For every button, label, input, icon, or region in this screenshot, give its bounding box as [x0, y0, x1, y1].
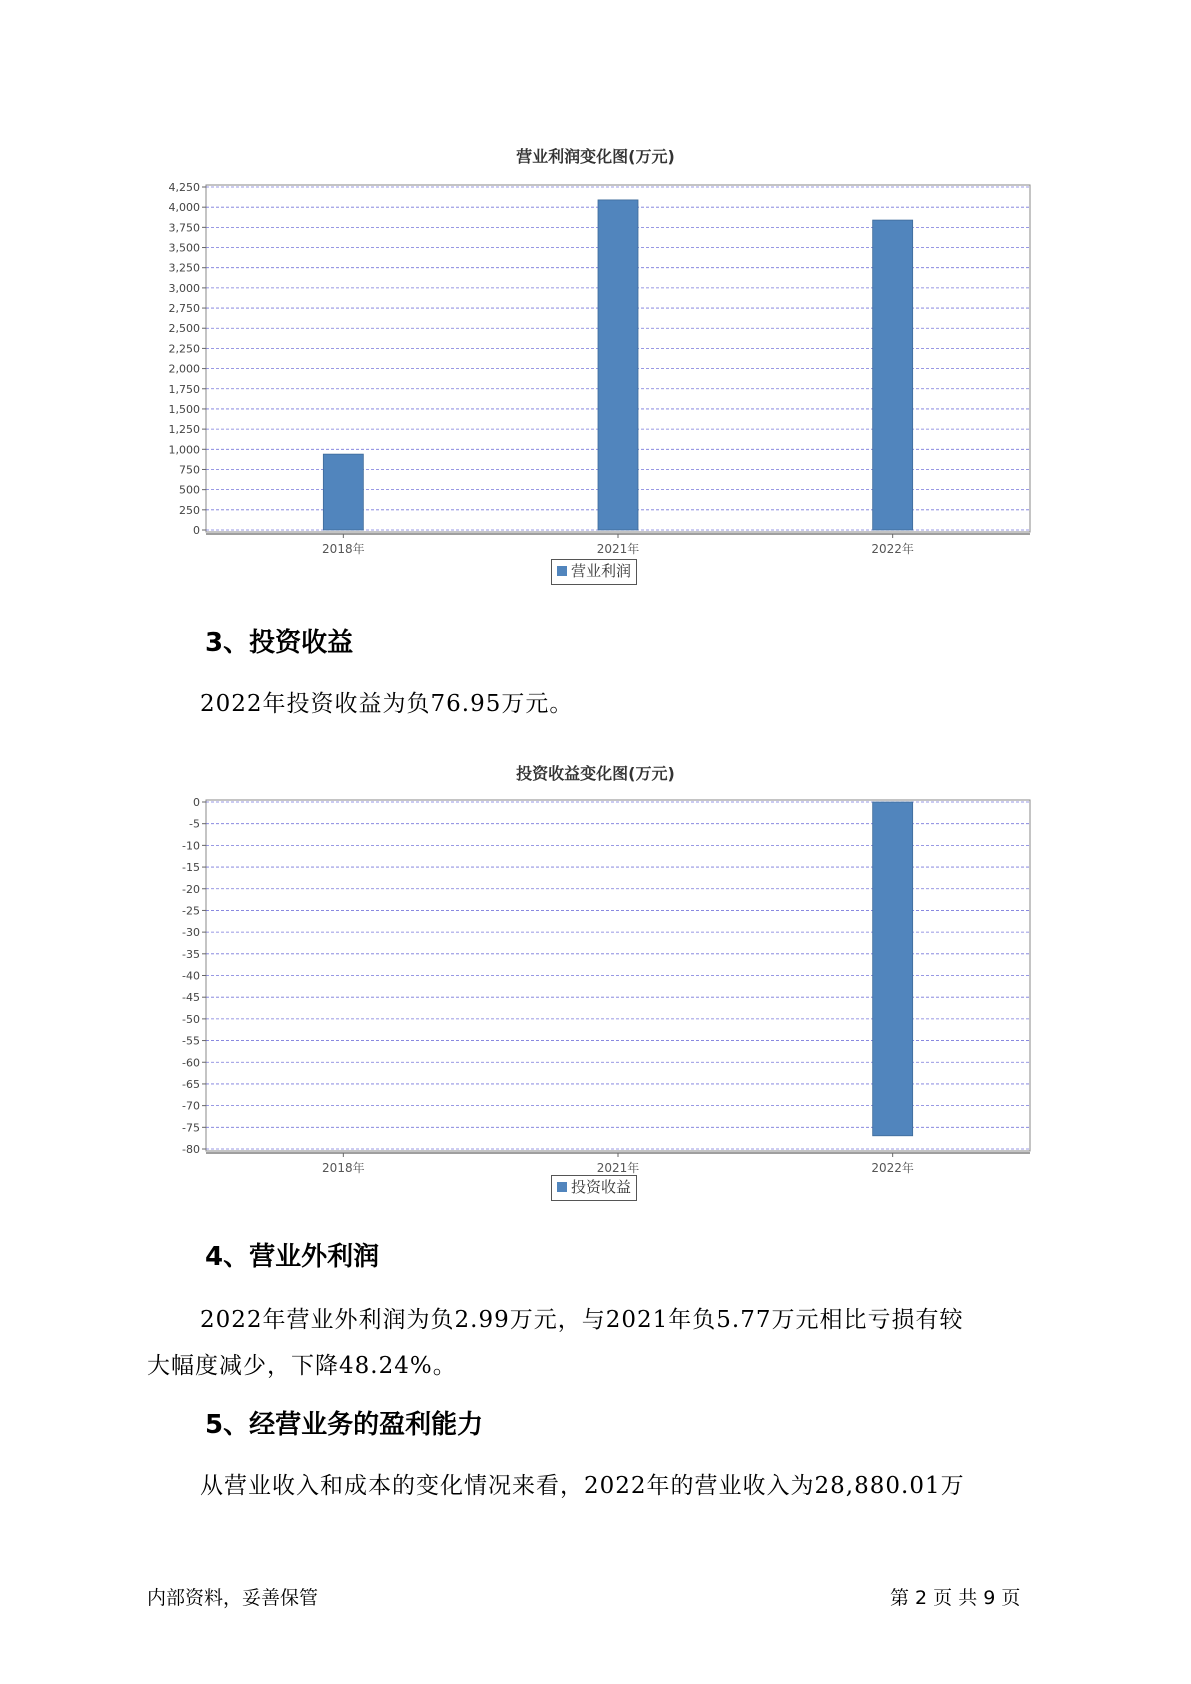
y-tick-label: 1,750	[168, 382, 200, 396]
investment-income-chart	[150, 785, 1030, 1175]
y-tick-label: -40	[182, 969, 200, 983]
bar-2022年	[873, 802, 913, 1136]
bar-2022年	[873, 220, 913, 530]
x-tick-label: 2018年	[322, 542, 365, 556]
y-tick-label: -55	[182, 1034, 200, 1048]
legend-investment-income	[551, 1175, 637, 1201]
y-tick-label: 1,250	[168, 423, 200, 437]
y-tick-label: 2,500	[168, 322, 200, 336]
y-tick-label: 500	[179, 483, 200, 497]
bar-2018年	[323, 454, 363, 530]
y-tick-label: 2,250	[168, 342, 200, 356]
y-tick-label: -35	[182, 947, 200, 961]
y-tick-label: -70	[182, 1099, 200, 1113]
y-tick-label: -5	[189, 817, 200, 831]
y-tick-label: 250	[179, 503, 200, 517]
investment-income-text: 2022年投资收益为负76.95万元。	[200, 691, 574, 717]
y-tick-label: 3,750	[168, 221, 200, 235]
y-tick-label: 2,750	[168, 302, 200, 316]
y-tick-label: -25	[182, 904, 200, 918]
legend-swatch	[557, 1182, 567, 1192]
non-operating-text-line1: 2022年营业外利润为负2.99万元，与2021年负5.77万元相比亏损有较	[200, 1307, 964, 1333]
y-tick-label: 2,000	[168, 362, 200, 376]
y-tick-label: 1,500	[168, 402, 200, 416]
footer-left: 内部资料，妥善保管	[147, 1587, 319, 1609]
y-tick-label: -30	[182, 926, 200, 940]
y-tick-label: 0	[193, 796, 200, 809]
page-number: 第 2 页 共 9 页	[890, 1587, 1021, 1609]
y-tick-label: -50	[182, 1012, 200, 1026]
heading-investment-income: 3、投资收益	[205, 628, 354, 658]
legend-label: 营业利润	[571, 562, 632, 580]
y-tick-label: -65	[182, 1077, 200, 1091]
y-tick-label: -75	[182, 1121, 200, 1135]
chart-title-operating-profit: 营业利润变化图(万元)	[516, 147, 675, 166]
y-tick-label: -20	[182, 882, 200, 896]
x-tick-label: 2021年	[596, 542, 640, 556]
y-tick-label: 1,000	[168, 443, 200, 457]
x-tick-label: 2021年	[596, 1161, 640, 1175]
y-tick-label: -15	[182, 861, 200, 875]
x-tick-label: 2022年	[871, 1161, 914, 1175]
y-tick-label: -45	[182, 991, 200, 1005]
operating-profit-chart	[150, 170, 1030, 556]
heading-non-operating-profit: 4、营业外利润	[205, 1242, 380, 1272]
legend-operating-profit	[551, 559, 637, 585]
bar-2021年	[598, 200, 638, 530]
y-tick-label: 4,250	[168, 181, 200, 194]
y-tick-label: 4,000	[168, 201, 200, 215]
y-tick-label: 3,500	[168, 241, 200, 255]
y-tick-label: 750	[179, 463, 200, 477]
legend-swatch	[557, 566, 567, 576]
non-operating-text-line2: 大幅度减少，下降48.24%。	[147, 1353, 457, 1379]
x-tick-label: 2022年	[871, 542, 914, 556]
x-tick-label: 2018年	[322, 1161, 365, 1175]
y-tick-label: 0	[193, 524, 200, 537]
y-tick-label: -60	[182, 1056, 200, 1070]
chart-title-investment-income: 投资收益变化图(万元)	[516, 764, 675, 783]
y-tick-label: 3,250	[168, 261, 200, 275]
profitability-text: 从营业收入和成本的变化情况来看，2022年的营业收入为28,880.01万	[200, 1473, 965, 1499]
heading-profitability: 5、经营业务的盈利能力	[205, 1410, 484, 1440]
y-tick-label: -10	[182, 839, 200, 853]
legend-label: 投资收益	[571, 1178, 632, 1196]
y-tick-label: -80	[182, 1143, 200, 1156]
y-tick-label: 3,000	[168, 281, 200, 295]
